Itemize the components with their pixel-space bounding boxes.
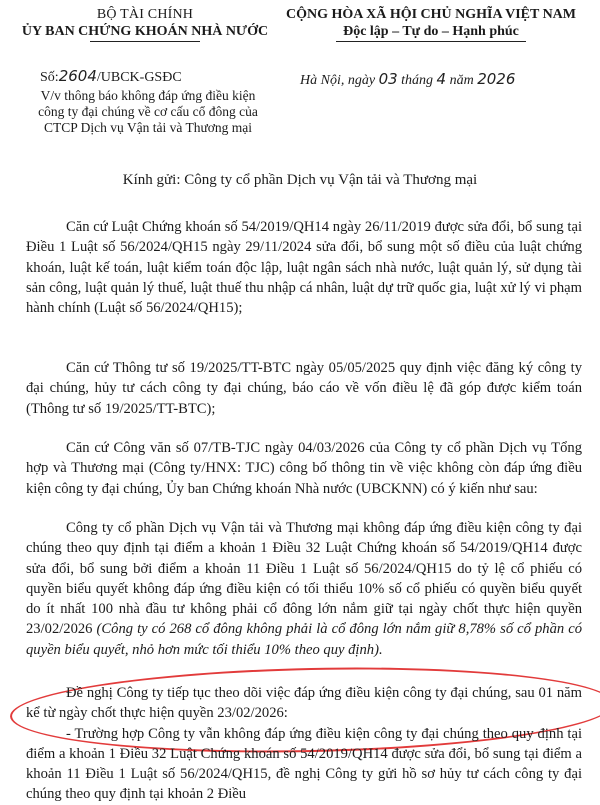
subject-line-2: công ty đại chúng về cơ cấu cổ đông của	[38, 104, 258, 119]
paragraph-finding	[26, 518, 582, 660]
finding-note: (Công ty có 268 cổ đông không phải là cổ đông lớn nắm giữ 8,78% số cổ phần có quyền biểu quyết, nhỏ hơn mức tối thiểu 10% theo quy định).	[26, 621, 583, 658]
paragraph-text: Đề nghị Công ty tiếp tục theo dõi việc đáp ứng điều kiện công ty đại chúng, sau 01 năm kể từ ngày chốt thực hiện quyền 23/02/2026:	[26, 685, 582, 722]
ministry-name: BỘ TÀI CHÍNH	[96, 7, 194, 22]
paragraph-text: Căn cứ Thông tư số 19/2025/TT-BTC ngày 05/05/2025 quy định việc đăng ký công ty đại chúng, hủy tư cách công ty đại chúng, báo cáo về vốn điều lệ đã góp được kiểm toán (Thông tư số 19/2025/TT-BTC);	[26, 360, 582, 417]
doc-number-prefix: Số:	[40, 70, 59, 85]
finding-text: Công ty cổ phần Dịch vụ Vận tải và Thương mại không đáp ứng điều kiện công ty đại chúng theo quy định tại điểm a khoản 1 Điều 32 Luật Chứng khoán số 54/2019/QH14 được sửa đổi, bổ sung bởi điểm a khoản 11 Điều 1 Luật số 56/2024/QH15 do tỷ lệ cổ phiếu có quyền biểu quyết không đáp ứng điều kiện có tối thiểu 10% số cổ phiếu có quyền biểu quyết do ít nhất 100 nhà đầu tư không phải cổ đông lớn nắm giữ tại ngày chốt thực hiện quyền 23/02/2026	[26, 520, 582, 638]
paragraph-request	[26, 683, 582, 805]
paragraph-text: Căn cứ Công văn số 07/TB-TJC ngày 04/03/2026 của Công ty cổ phần Dịch vụ Tổng hợp và Thương mại (Công ty/HNX: TJC) công bố thông tin về việc không còn đáp ứng điều kiện công ty đại chúng, Ủy ban Chứng khoán Nhà nước (UBCKNN) có ý kiến như sau:	[26, 440, 582, 497]
doc-number-suffix: /UBCK-GSĐC	[96, 70, 182, 85]
paragraph-legal-basis-circular	[26, 358, 582, 419]
date-month-label: tháng	[401, 73, 434, 88]
country-name: CỘNG HÒA XÃ HỘI CHỦ NGHĨA VIỆT NAM	[285, 7, 576, 22]
subject-line-3: CTCP Dịch vụ Vận tải và Thương mại	[43, 120, 253, 135]
motto-divider	[336, 41, 526, 42]
issuer-header	[20, 6, 270, 42]
paragraph-legal-basis-law	[26, 217, 582, 318]
doc-number-handwritten: 2604	[58, 67, 97, 85]
paragraph-text	[26, 518, 582, 660]
date-year-label: năm	[449, 73, 474, 88]
paragraph-bullet: - Trường hợp Công ty vẫn không đáp ứng điều kiện công ty đại chúng theo quy định tại điểm a khoản 1 Điều 32 Luật Chứng khoán số 54/2019/QH14 được sửa đổi, bổ sung tại điểm a khoản 11 Điều 1 Luật số 56/2024/QH15, đề nghị Công ty gửi hồ sơ hủy tư cách công ty đại chúng theo quy định tại khoản 2 Điều	[26, 725, 582, 803]
document-date	[300, 70, 515, 89]
header-divider	[90, 41, 200, 42]
paragraph-legal-basis-dispatch	[26, 438, 582, 499]
national-header	[272, 6, 590, 42]
document-number	[40, 67, 182, 86]
paragraph-text: Căn cứ Luật Chứng khoán số 54/2019/QH14 ngày 26/11/2019 được sửa đổi, bổ sung tại Điều 1 Luật số 56/2024/QH15 ngày 29/11/2024 sửa đổi, bổ sung một số điều của luật chứng khoán, luật kế toán, luật kiểm toán độc lập, luật ngân sách nhà nước, luật quản lý, sử dụng tài sản công, luật quản lý thuế, luật thuế thu nhập cá nhân, luật dự trữ quốc gia, luật xử lý vi phạm hành chính (Luật số 56/2024/QH15);	[26, 219, 582, 317]
document-subject	[18, 88, 278, 136]
national-motto: Độc lập – Tự do – Hạnh phúc	[343, 24, 519, 39]
committee-name: ỦY BAN CHỨNG KHOÁN NHÀ NƯỚC	[21, 24, 269, 39]
subject-line-1: V/v thông báo không đáp ứng điều kiện	[40, 88, 256, 103]
date-month: 4	[436, 70, 447, 88]
date-year: 2026	[477, 70, 516, 88]
date-prefix: Hà Nội, ngày	[300, 73, 376, 88]
date-day: 03	[378, 70, 398, 88]
recipient-greeting: Kính gửi: Công ty cổ phần Dịch vụ Vận tải và Thương mại	[122, 172, 478, 188]
